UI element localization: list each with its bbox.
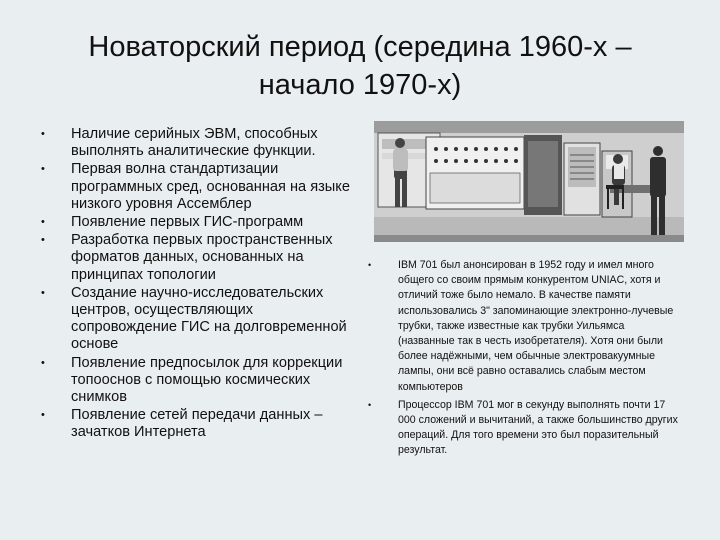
bullet-marker: • — [41, 234, 45, 247]
list-item — [40, 407, 358, 441]
photo-caption-list — [366, 258, 682, 462]
bullet-marker: • — [41, 356, 45, 369]
list-item-text: Разработка первых пространственных форматов данных, основанных на принципах топологии — [71, 232, 333, 283]
bullet-marker: • — [41, 163, 45, 176]
list-item — [40, 232, 358, 284]
list-item — [40, 355, 358, 407]
caption-item — [366, 398, 682, 459]
list-item — [40, 126, 358, 160]
title-line-2: начало 1970-х) — [258, 69, 462, 101]
bullet-marker: • — [41, 216, 45, 229]
list-item-text: Появление предпосылок для коррекции топооснов с помощью космических снимков — [71, 354, 343, 406]
bullet-marker: • — [368, 399, 372, 410]
caption-item — [366, 258, 682, 395]
list-item — [40, 161, 358, 213]
list-item — [40, 285, 358, 354]
list-item-text: Появление сетей передачи данных – зачатков Интернета — [71, 407, 323, 441]
bullet-marker: • — [41, 409, 45, 422]
list-item-text: Появление первых ГИС-программ — [71, 214, 304, 231]
list-item-text: Наличие серийных ЭВМ, способных выполнять аналитические функции. — [71, 126, 318, 160]
ibm-701-photo — [374, 121, 684, 242]
bullet-marker: • — [41, 286, 45, 299]
bullet-marker: • — [368, 260, 372, 270]
caption-item-text: IBM 701 был анонсирован в 1952 году и имел много общего со своим прямым конкурентом UNIAC, хотя и отличий тоже было немало. В качестве памяти использовались 3" запоминающие электронно-лучевые трубки, также известные как трубки Уильямса (названные так в честь изобретателя). Хотя они были более надёжными, чем обычные электровакуумные лампы, они всё равно оставались слабым местом компьютеров — [398, 259, 674, 393]
slide-title — [40, 28, 680, 104]
list-item-text: Первая волна стандартизации программных сред, основанная на языке низкого уровня Ассемблер — [71, 161, 350, 212]
list-item — [40, 214, 358, 231]
caption-item-text: Процессор IBM 701 мог в секунду выполнять почти 17 000 сложений и вычитаний, а также большинство других операций. Для того времени это был поразительный результат. — [398, 398, 678, 457]
list-item-text: Создание научно-исследовательских центров, осуществляющих сопровождение ГИС на долговременной основе — [71, 284, 347, 353]
title-line-1: Новаторский период (середина 1960-х – — [88, 31, 632, 63]
main-bullet-list — [40, 126, 358, 443]
bullet-marker: • — [41, 128, 45, 140]
